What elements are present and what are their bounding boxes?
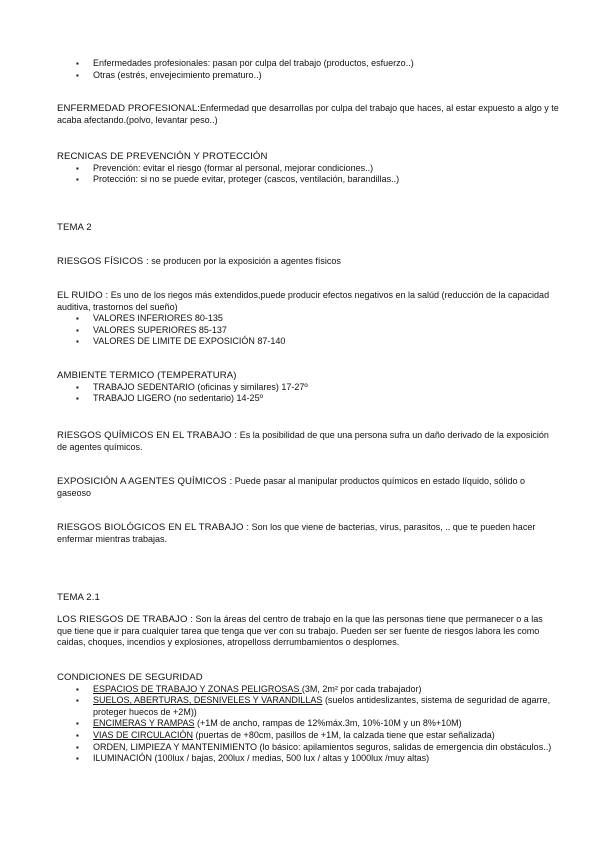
paragraph-text: Enfermedad que desarrollas por culpa del trabajo que haces, al estar expuesto a algo y te acaba afectando.(polvo, levantar peso..) xyxy=(57,103,559,125)
section-condiciones-seguridad xyxy=(57,672,559,765)
list-item: ▪ Prevención: evitar el riesgo (formar al personal, mejorar condiciones..) xyxy=(57,163,559,175)
list-item xyxy=(57,753,559,765)
section-ruido xyxy=(57,290,559,348)
paragraph-enfermedad-profesional xyxy=(57,103,559,126)
list-item xyxy=(57,695,559,718)
paragraph-text: Es uno de los riegos más extendidos,puede producir efectos negativos en la salúd (reducción de la capacidad auditiva, trastornos del sueño) xyxy=(57,290,550,312)
bullet-list xyxy=(57,313,559,348)
paragraph-heading: RIESGOS FÍSICOS : xyxy=(57,256,149,267)
underlined-term: VIAS DE CIRCULACIÓN xyxy=(93,729,194,740)
bullet-list xyxy=(57,163,559,186)
bullet-list-enfermedades xyxy=(57,58,559,81)
list-item: ▪ Enfermedades profesionales: pasan por culpa del trabajo (productos, esfuerzo..) xyxy=(57,58,559,70)
paragraph-heading: RIESGOS QUÍMICOS EN EL TRABAJO : xyxy=(57,430,238,441)
paragraph-riesgos-quimicos xyxy=(57,430,559,453)
item-text: ILUMINACIÓN (100lux / bajas, 200lux / medias, 500 lux / altas y 1000lux /muy altas) xyxy=(93,753,430,764)
bullet-list xyxy=(57,684,559,765)
list-item xyxy=(57,718,559,730)
paragraph-riesgos-biologicos xyxy=(57,522,559,545)
paragraph-text: se producen por la exposición a agentes físicos xyxy=(148,256,341,266)
paragraph-text: Son los que viene de bacterias, virus, parasitos, .. que te pueden hacer enfermar mientras trabajas. xyxy=(57,522,536,544)
underlined-term: ENCIMERAS Y RAMPAS xyxy=(93,718,195,729)
paragraph-heading: EXPOSICIÓN A AGENTES QUÍMICOS : xyxy=(57,476,233,487)
paragraph-text: Son la áreas del centro de trabajo en la que las personas tiene que permanecer o a las que tiene que ir para cualquier tarea que tenga que ver con su trabajo. Pueden ser ser fuente de riesgos labora les como caidas, choques, incendios y explosiones, atropelloss derrumbamientos o desplomes. xyxy=(57,614,543,648)
item-text: (puertas de +80cm, pasillos de +1M, la calzada tiene que estar señalizada) xyxy=(193,729,495,740)
bullet-list xyxy=(57,382,559,405)
list-item: ▪ TRABAJO LIGERO (no sedentario) 14-25º xyxy=(57,393,559,405)
paragraph-heading: RIESGOS BIOLÓGICOS EN EL TRABAJO : xyxy=(57,522,250,533)
list-item xyxy=(57,742,559,754)
section-tecnicas xyxy=(57,151,559,186)
section-ambiente-termico xyxy=(57,370,559,405)
paragraph-text: Es la posibilidad de que una persona sufra un daño derivado de la exposición de agentes químicos. xyxy=(57,430,549,452)
list-item: ▪ Otras (estrés, envejecimiento prematuro..) xyxy=(57,70,559,82)
paragraph-riesgos-trabajo xyxy=(57,614,559,649)
underlined-term: SUELOS, ABERTURAS, DESNIVELES Y VARANDILLAS xyxy=(93,695,323,706)
paragraph-heading: ENFERMEDAD PROFESIONAL: xyxy=(57,103,201,114)
item-text: ORDEN, LIMPIEZA Y MANTENIMIENTO (lo básico: apilamientos seguros, salidas de emergencia din obstáculos..) xyxy=(93,741,552,752)
section-heading: CONDICIONES DE SEGURIDAD xyxy=(57,672,203,683)
section-title-tema-2: TEMA 2 xyxy=(57,222,92,233)
section-heading: AMBIENTE TERMICO (TEMPERATURA) xyxy=(57,370,237,381)
list-item xyxy=(57,730,559,742)
underlined-term: ESPACIOS DE TRABAJO Y ZONAS PELIGROSAS xyxy=(93,683,302,694)
item-text: (3M, 2m² por cada trabajador) xyxy=(301,683,422,694)
paragraph-text: Puede pasar al manipular productos químicos en estado líquido, sólido o gaseoso xyxy=(57,476,525,498)
section-title-tema-2-1: TEMA 2.1 xyxy=(57,592,100,603)
list-item: ▪ TRABAJO SEDENTARIO (oficinas y similares) 17-27º xyxy=(57,382,559,394)
item-text: (suelos antideslizantes, sistema de seguridad de agarre, proteger huecos de +2M)) xyxy=(93,695,551,717)
list-item: ▪ VALORES DE LIMITE DE EXPOSICIÓN 87-140 xyxy=(57,336,559,348)
list-item: ▪ VALORES INFERIORES 80-135 xyxy=(57,313,559,325)
paragraph-exposicion-quimicos xyxy=(57,476,559,499)
list-item xyxy=(57,684,559,696)
list-item: ▪ VALORES SUPERIORES 85-137 xyxy=(57,325,559,337)
list-item: ▪ Protección: si no se puede evitar, proteger (cascos, ventilación, barandillas..) xyxy=(57,174,559,186)
section-heading: RECNICAS DE PREVENCIÓN Y PROTECCIÓN xyxy=(57,151,268,162)
paragraph-heading: LOS RIESGOS DE TRABAJO : xyxy=(57,614,194,625)
item-text: (+1M de ancho, rampas de 12%máx.3m, 10%-10M y un 8%+10M) xyxy=(194,718,462,729)
paragraph-riesgos-fisicos xyxy=(57,256,559,268)
paragraph-heading: EL RUIDO : xyxy=(57,290,109,301)
